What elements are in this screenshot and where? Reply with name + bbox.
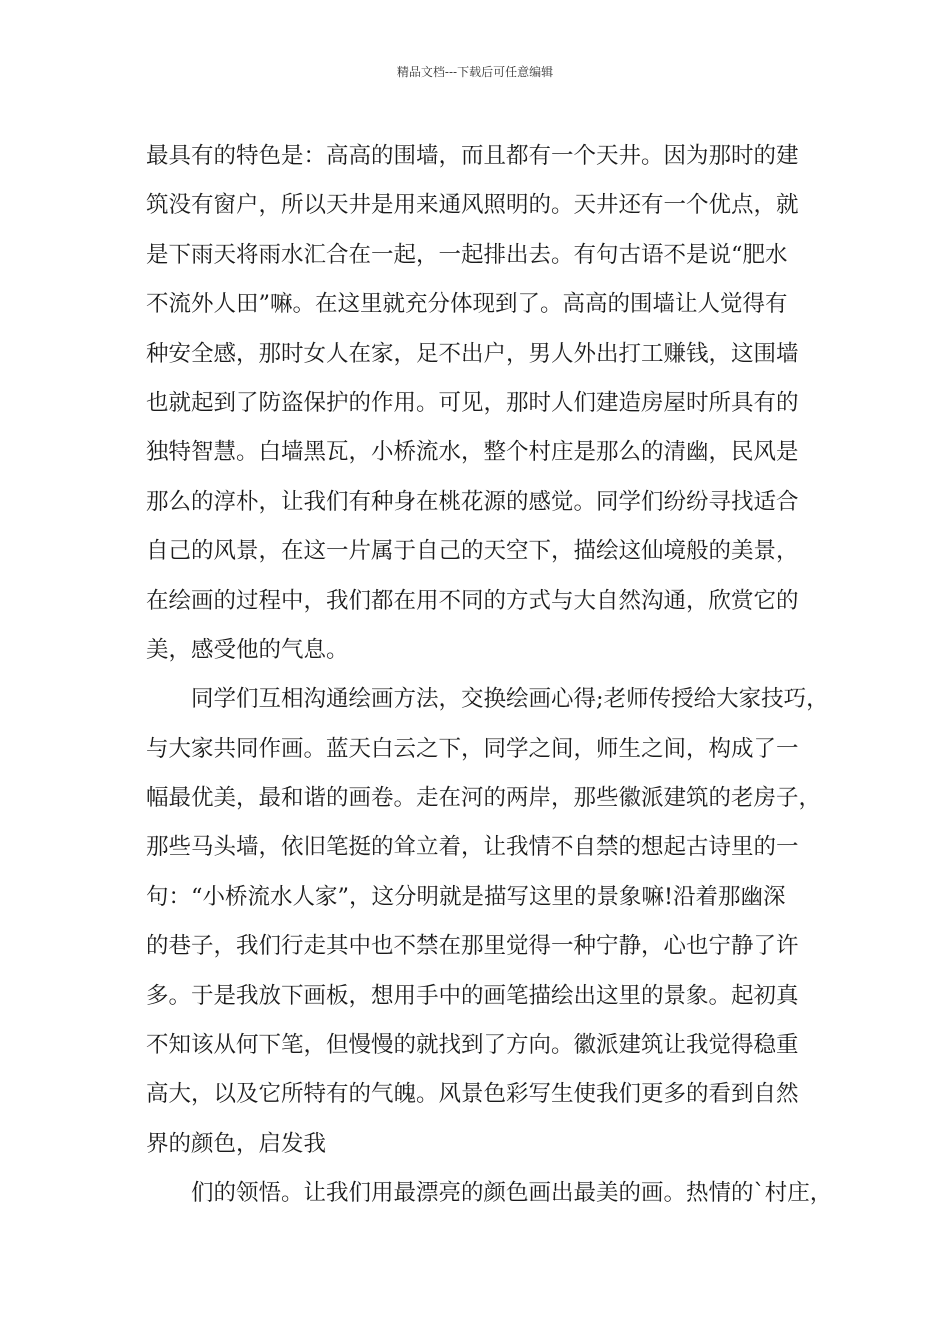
text-line: 那些马头墙，依旧笔挺的耸立着，让我情不自禁的想起古诗里的一 [146,834,799,861]
text-line: 不流外人田”嘛。在这里就充分体现到了。高高的围墙让人觉得有 [146,291,788,318]
text-line: 在绘画的过程中，我们都在用不同的方式与大自然沟通，欣赏它的 [146,587,799,614]
text-line: 与大家共同作画。蓝天白云之下，同学之间，师生之间，构成了一 [146,735,799,762]
text-line: 独特智慧。白墙黑瓦，小桥流水，整个村庄是那么的清幽，民风是 [146,439,799,466]
text-line: 筑没有窗户，所以天井是用来通风照明的。天井还有一个优点，就 [146,192,799,219]
text-line: 界的颜色，启发我 [146,1130,327,1157]
paragraph-start-line: 们的领悟。让我们用最漂亮的颜色画出最美的画。热情的`村庄， [191,1180,833,1207]
text-line: 美，感受他的气息。 [146,636,349,663]
text-line: 自己的风景，在这一片属于自己的天空下，描绘这仙境般的美景， [146,538,799,565]
text-line: 句：“小桥流水人家”，这分明就是描写这里的景象嘛!沿着那幽深 [146,883,786,910]
text-line: 最具有的特色是：高高的围墙，而且都有一个天井。因为那时的建 [146,143,799,169]
text-line: 的巷子，我们行走其中也不禁在那里觉得一种宁静，心也宁静了许 [146,933,799,960]
text-line: 种安全感，那时女人在家，足不出户，男人外出打工赚钱，这围墙 [146,340,799,367]
text-line: 不知该从何下笔，但慢慢的就找到了方向。徽派建筑让我觉得稳重 [146,1032,799,1059]
text-line: 是下雨天将雨水汇合在一起，一起排出去。有句古语不是说“肥水 [146,241,788,268]
page-header: 精品文档---下载后可任意编辑 [396,65,554,79]
text-line: 高大，以及它所特有的气魄。风景色彩写生使我们更多的看到自然 [146,1081,799,1108]
text-line: 那么的淳朴，让我们有种身在桃花源的感觉。同学们纷纷寻找适合 [146,488,799,515]
text-line: 幅最优美，最和谐的画卷。走在河的两岸，那些徽派建筑的老房子， [146,785,822,812]
paragraph-start-line: 同学们互相沟通绘画方法，交换绘画心得;老师传授给大家技巧， [191,686,829,713]
body-text [146,132,833,1219]
text-line: 也就起到了防盗保护的作用。可见，那时人们建造房屋时所具有的 [146,389,799,416]
text-line: 多。于是我放下画板，想用手中的画笔描绘出这里的景象。起初真 [146,982,799,1009]
